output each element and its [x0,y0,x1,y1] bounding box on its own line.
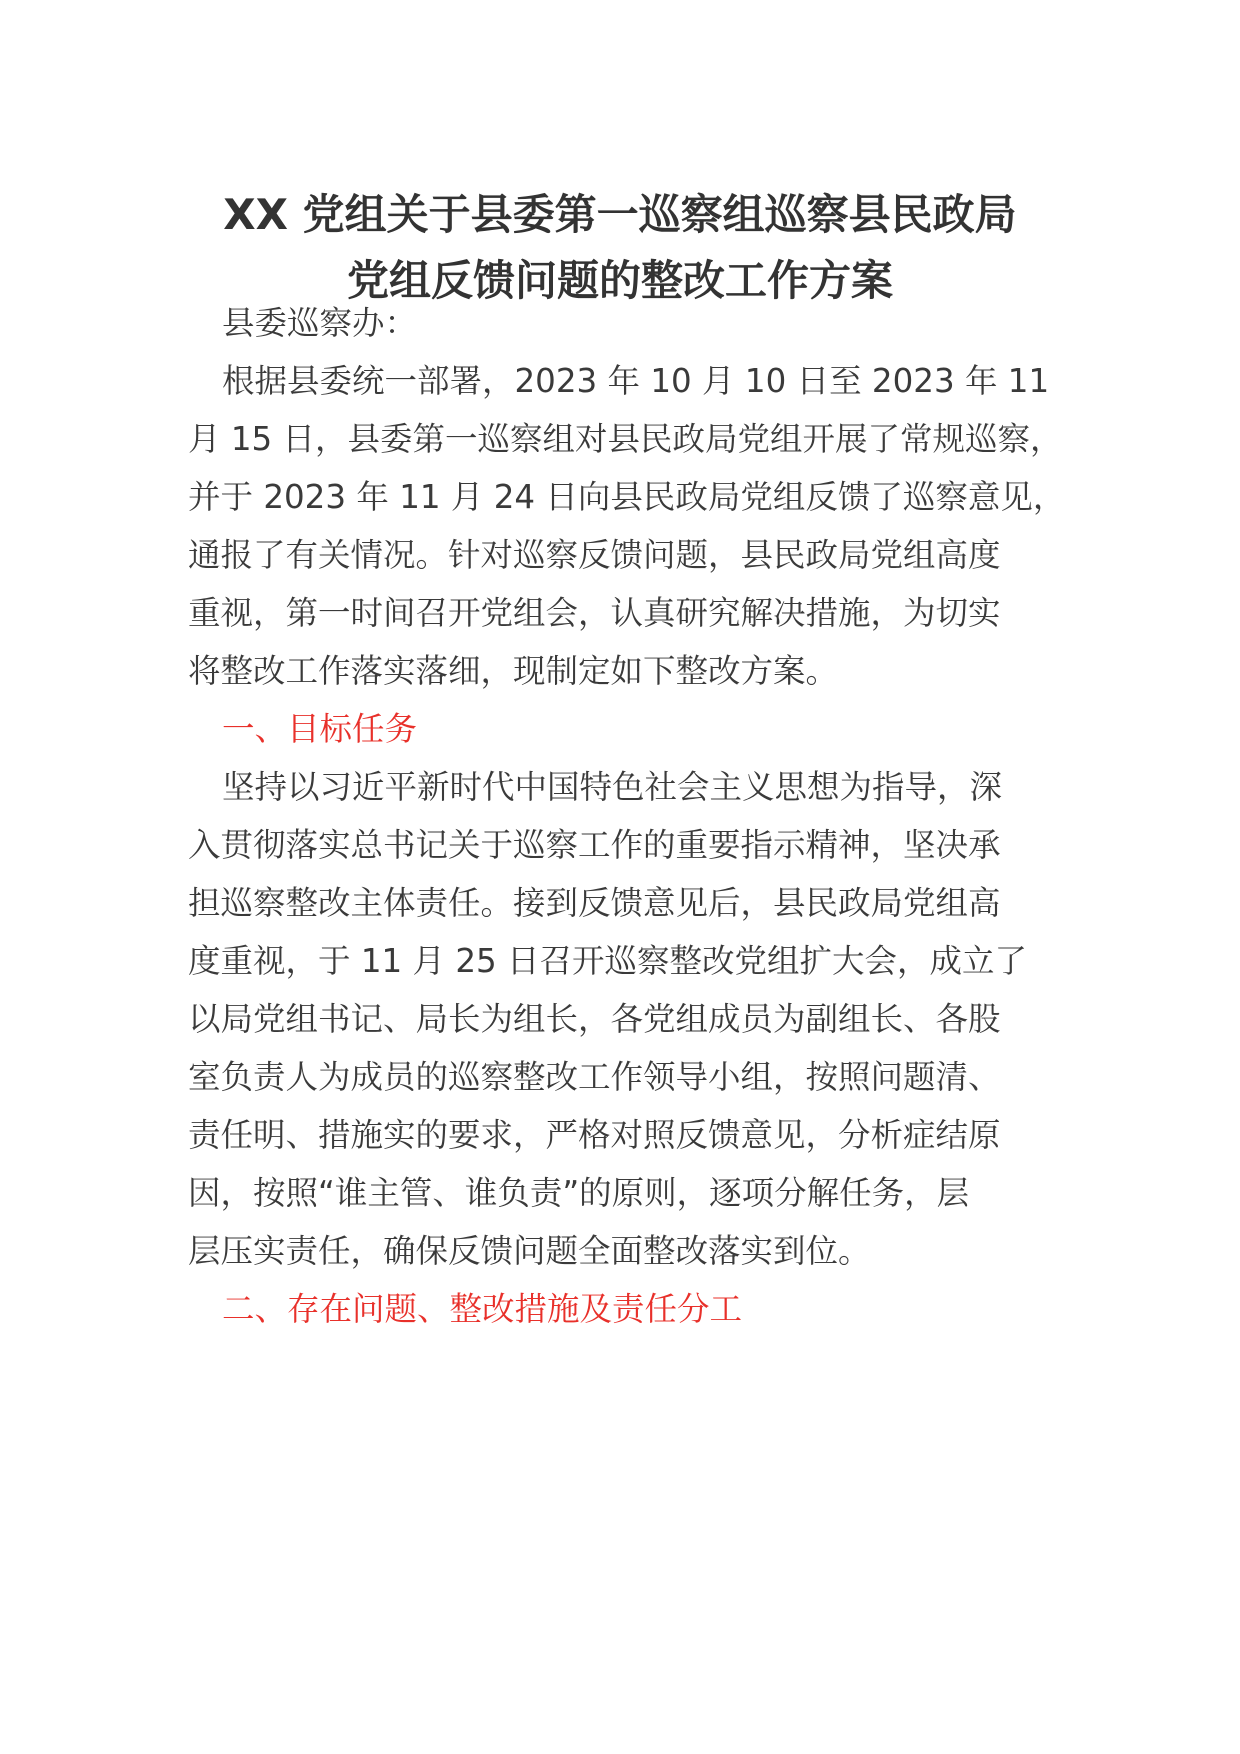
paragraph-2-line: 因，按照“谁主管、谁负责”的原则，逐项分解任务，层 [188,1174,970,1212]
paragraph-2-line: 度重视，于 11 月 25 日召开巡察整改党组扩大会，成立了 [188,942,1028,980]
section-heading-problems: 二、存在问题、整改措施及责任分工 [222,1290,743,1328]
paragraph-1-line: 并于 2023 年 11 月 24 日向县民政局党组反馈了巡察意见， [188,478,1066,516]
paragraph-2-line: 坚持以习近平新时代中国特色社会主义思想为指导，深 [222,768,1003,806]
paragraph-2-line: 责任明、措施实的要求，严格对照反馈意见，分析症结原 [188,1116,1001,1154]
paragraph-1-line: 通报了有关情况。针对巡察反馈问题，县民政局党组高度 [188,536,1001,574]
paragraph-1-line: 重视，第一时间召开党组会，认真研究解决措施，为切实 [188,594,1001,632]
paragraph-1-line: 根据县委统一部署，2023 年 10 月 10 日至 2023 年 11 [222,362,1050,400]
paragraph-2-line: 层压实责任，确保反馈问题全面整改落实到位。 [188,1232,871,1270]
document-title-line-1: XX 党组关于县委第一巡察组巡察县民政局 [223,190,1017,239]
paragraph-2-line: 室负责人为成员的巡察整改工作领导小组，按照问题清、 [188,1058,1001,1096]
salutation: 县委巡察办： [222,304,418,342]
paragraph-2-line: 担巡察整改主体责任。接到反馈意见后，县民政局党组高 [188,884,1001,922]
paragraph-1-line: 月 15 日，县委第一巡察组对县民政局党组开展了常规巡察， [188,420,1063,458]
paragraph-2-line: 以局党组书记、局长为组长，各党组成员为副组长、各股 [188,1000,1001,1038]
section-heading-goals: 一、目标任务 [222,710,418,748]
paragraph-1-line: 将整改工作落实落细，现制定如下整改方案。 [188,652,839,690]
paragraph-2-line: 入贯彻落实总书记关于巡察工作的重要指示精神，坚决承 [188,826,1001,864]
document-title-line-2: 党组反馈问题的整改工作方案 [346,256,893,305]
